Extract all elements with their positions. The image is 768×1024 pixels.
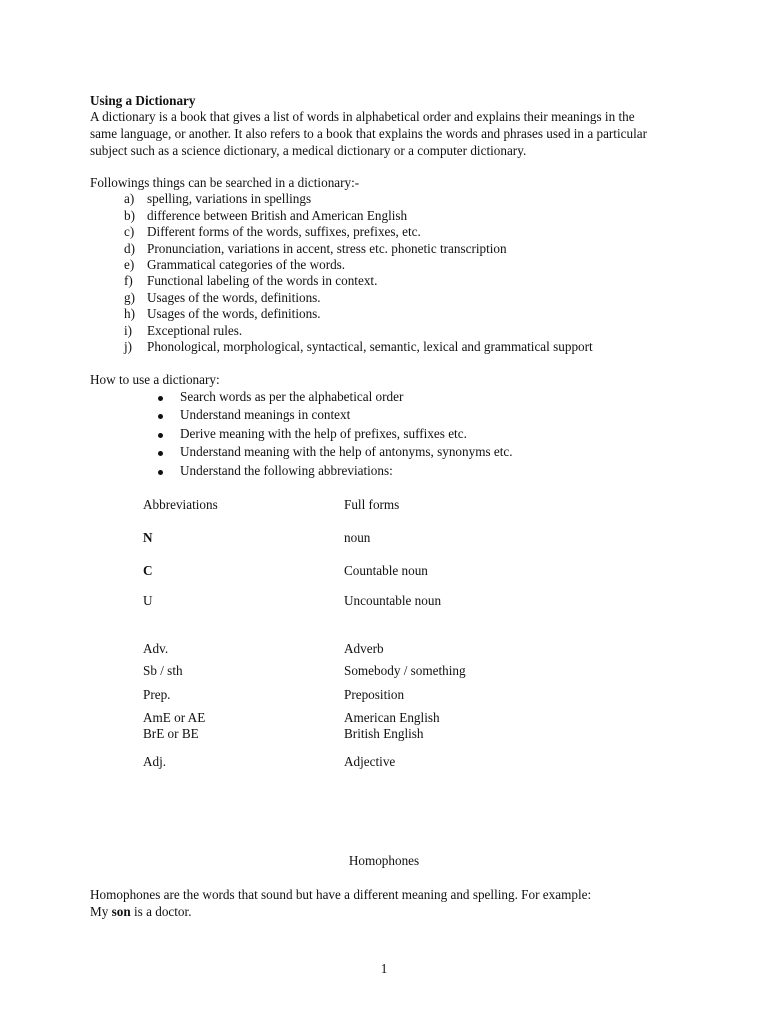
full-form-cell: Somebody / something — [344, 663, 466, 678]
list-text: Search words as per the alphabetical order — [180, 389, 404, 404]
list-marker: g) — [124, 290, 135, 305]
full-form-cell: American English — [344, 710, 440, 725]
list-text: Functional labeling of the words in context. — [147, 273, 378, 288]
full-form-cell: noun — [344, 530, 371, 545]
abbreviation-cell: Adj. — [143, 754, 167, 769]
list-text: Usages of the words, definitions. — [147, 306, 321, 321]
example-text: is a doctor. — [130, 904, 192, 919]
list-marker: b) — [124, 208, 135, 223]
list-text: Usages of the words, definitions. — [147, 290, 321, 305]
list-marker: h) — [124, 306, 135, 321]
list-text: Understand the following abbreviations: — [180, 463, 393, 478]
list-text: Understand meanings in context — [180, 407, 351, 422]
list-marker: e) — [124, 257, 135, 272]
full-form-cell: Adjective — [344, 754, 396, 769]
list-text: Phonological, morphological, syntactical, semantic, lexical and grammatical support — [147, 339, 593, 354]
page-number: 1 — [380, 961, 388, 976]
list-text: spelling, variations in spellings — [147, 191, 312, 206]
abbreviation-cell: Sb / sth — [143, 663, 183, 678]
bullet-icon — [158, 470, 163, 475]
full-form-cell: Preposition — [344, 687, 405, 702]
list-marker: d) — [124, 241, 135, 256]
example-text: My — [90, 904, 112, 919]
full-form-cell: Uncountable noun — [344, 593, 442, 608]
full-form-cell: British English — [344, 726, 424, 741]
intro-line: subject such as a science dictionary, a medical dictionary or a computer dictionary. — [90, 143, 527, 158]
full-form-cell: Countable noun — [344, 563, 428, 578]
list-text: Grammatical categories of the words. — [147, 257, 346, 272]
list-text: Understand meaning with the help of antonyms, synonyms etc. — [180, 444, 513, 459]
table-header-abbreviations: Abbreviations — [143, 497, 218, 512]
list-text: Different forms of the words, suffixes, prefixes, etc. — [147, 224, 421, 239]
list-text: difference between British and American English — [147, 208, 408, 223]
homophones-example — [90, 904, 192, 921]
list-marker: f) — [124, 273, 133, 288]
search-heading: Followings things can be searched in a dictionary:- — [90, 175, 360, 190]
list-marker: i) — [124, 323, 133, 338]
abbreviation-cell: U — [143, 593, 153, 608]
example-emphasis: son — [111, 904, 131, 919]
bullet-icon — [158, 396, 163, 401]
list-text: Pronunciation, variations in accent, stress etc. phonetic transcription — [147, 241, 507, 256]
intro-line: same language, or another. It also refers to a book that explains the words and phrases used in a particular — [90, 126, 647, 141]
table-header-full-forms: Full forms — [344, 497, 400, 512]
bullet-icon — [158, 414, 163, 419]
abbreviation-cell: BrE or BE — [143, 726, 199, 741]
full-form-cell: Adverb — [344, 641, 384, 656]
list-marker: a) — [124, 191, 135, 206]
list-marker: j) — [124, 339, 133, 354]
howto-heading: How to use a dictionary: — [90, 372, 220, 387]
abbreviation-cell: C — [143, 563, 153, 578]
intro-line: A dictionary is a book that gives a list of words in alphabetical order and explains their meanings in the — [90, 109, 635, 124]
bullet-icon — [158, 433, 163, 438]
abbreviation-cell: N — [143, 530, 153, 545]
abbreviation-cell: Prep. — [143, 687, 171, 702]
homophones-text: Homophones are the words that sound but have a different meaning and spelling. For example: — [90, 887, 592, 902]
abbreviation-cell: AmE or AE — [143, 710, 206, 725]
list-marker: c) — [124, 224, 135, 239]
bullet-icon — [158, 451, 163, 456]
page-title: Using a Dictionary — [90, 93, 196, 108]
abbreviation-cell: Adv. — [143, 641, 169, 656]
section-heading-homophones: Homophones — [348, 853, 420, 868]
list-text: Exceptional rules. — [147, 323, 243, 338]
list-text: Derive meaning with the help of prefixes, suffixes etc. — [180, 426, 467, 441]
